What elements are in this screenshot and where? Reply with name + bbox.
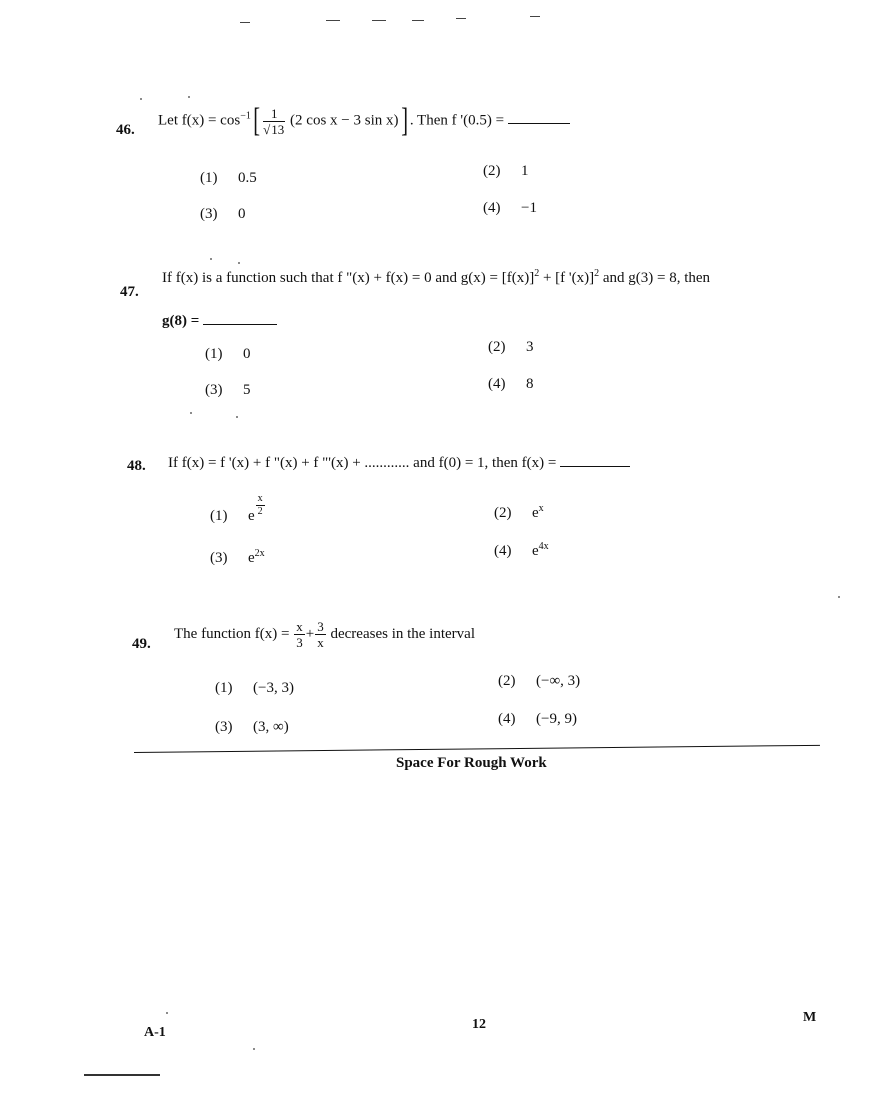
answer-blank: [203, 310, 277, 325]
fraction: [315, 620, 326, 649]
option-4[interactable]: [488, 376, 534, 393]
scan-mark: [530, 16, 540, 17]
scan-mark: [326, 20, 340, 21]
fraction-numerator: 3: [317, 619, 324, 634]
answer-blank: [508, 109, 570, 124]
option-3[interactable]: [200, 206, 246, 223]
question-number: 47.: [120, 284, 139, 300]
exponent: 2: [594, 268, 600, 279]
option-2[interactable]: [488, 339, 534, 356]
question-number: 49.: [132, 636, 151, 652]
answer-blank: [560, 452, 630, 467]
option-number: (2): [494, 505, 512, 521]
scan-speck: [166, 1012, 168, 1014]
question-text-line-1: [162, 268, 710, 287]
option-value: (−3, 3): [253, 680, 294, 696]
fraction-denominator: 3: [296, 635, 303, 650]
question-text-line-2: [162, 310, 277, 330]
question-text-part: decreases in the interval: [330, 625, 475, 642]
question-lead: Let f(x) = cos: [158, 112, 241, 129]
option-value: 0: [238, 206, 246, 222]
option-base: e: [532, 543, 539, 559]
rough-work-divider: [134, 745, 820, 753]
footer-code: A-1: [144, 1025, 166, 1040]
page-number: 12: [472, 1017, 486, 1032]
option-value: 5: [243, 382, 251, 398]
rough-work-label: Space For Rough Work: [396, 755, 547, 771]
option-exponent: x: [538, 503, 544, 514]
option-value: 8: [526, 376, 534, 392]
option-1[interactable]: [200, 170, 257, 187]
bottom-scan-line: [84, 1074, 160, 1076]
question-number: 48.: [127, 458, 146, 474]
option-number: (1): [205, 346, 223, 362]
inverse-exponent: −1: [240, 110, 251, 122]
scan-speck: [140, 98, 142, 100]
option-1[interactable]: [215, 680, 294, 697]
option-value: (−9, 9): [536, 711, 577, 727]
option-2[interactable]: [498, 673, 580, 690]
option-2[interactable]: [483, 163, 529, 180]
option-number: (2): [488, 339, 506, 355]
scan-speck: [838, 596, 840, 598]
fraction-numerator: x: [296, 619, 303, 634]
question-text-part: and g(3) = 8, then: [599, 270, 711, 286]
option-3[interactable]: [210, 548, 265, 567]
scan-speck: [236, 416, 238, 418]
option-1[interactable]: [205, 346, 251, 363]
option-4[interactable]: [483, 200, 537, 217]
option-number: (3): [215, 719, 233, 735]
plus-sign: +: [305, 625, 315, 642]
question-tail: . Then f '(0.5) =: [409, 112, 505, 129]
option-4[interactable]: [494, 541, 549, 560]
exponent: 2: [534, 268, 540, 279]
option-3[interactable]: [205, 382, 251, 399]
bracket-left: [: [253, 102, 260, 139]
fraction-denominator: x: [317, 635, 324, 650]
option-number: (2): [483, 163, 501, 179]
bracket-right: ]: [400, 102, 408, 139]
option-number: (3): [210, 550, 228, 566]
option-value: (3, ∞): [253, 719, 289, 735]
series-letter: M: [803, 1010, 817, 1025]
question-text-part: g(8) =: [162, 313, 200, 329]
question-text-part: If f(x) is a function such that f "(x) + f(x) = 0 and g(x) = [f(x)]: [162, 270, 535, 286]
question-inner: (2 cos x − 3 sin x): [290, 112, 399, 129]
option-value: (−∞, 3): [536, 673, 581, 689]
fraction: [294, 620, 305, 649]
option-base: e: [248, 550, 255, 566]
question-number: 46.: [116, 122, 135, 138]
option-value: 1: [521, 163, 529, 179]
scan-mark: [372, 20, 386, 21]
scan-speck: [190, 412, 192, 414]
option-3[interactable]: [215, 719, 289, 736]
scan-speck: [210, 258, 212, 260]
option-base: e: [248, 508, 255, 524]
option-value: −1: [521, 200, 537, 216]
question-text-part: + [f '(x)]: [539, 270, 595, 286]
scan-mark: [240, 22, 250, 23]
option-number: (4): [488, 376, 506, 392]
question-text-part: The function f(x) =: [174, 625, 290, 642]
option-value: 3: [526, 339, 534, 355]
question-text-part: If f(x) = f '(x) + f "(x) + f "'(x) + ............ and f(0) = 1, then f(x) =: [168, 455, 557, 471]
option-number: (1): [215, 680, 233, 696]
option-exponent: 2x: [254, 548, 265, 559]
option-1[interactable]: [210, 494, 266, 525]
option-base: e: [532, 505, 539, 521]
exponent-fraction: [256, 494, 265, 517]
fraction-numerator: 1: [263, 107, 285, 122]
fraction-denominator: 2: [257, 506, 263, 517]
fraction-denominator: √13: [263, 121, 285, 137]
question-text: [168, 452, 630, 472]
option-number: (1): [200, 170, 218, 186]
option-number: (1): [210, 508, 228, 524]
option-number: (3): [205, 382, 223, 398]
option-number: (4): [494, 543, 512, 559]
scan-speck: [238, 262, 240, 264]
option-number: (4): [483, 200, 501, 216]
sqrt-radicand: 13: [271, 121, 285, 137]
option-number: (2): [498, 673, 516, 689]
fraction: [263, 107, 285, 136]
fraction-numerator: x: [257, 493, 263, 504]
option-4[interactable]: [498, 711, 577, 728]
option-value: 0: [243, 346, 251, 362]
option-number: (3): [200, 206, 218, 222]
option-number: (4): [498, 711, 516, 727]
scan-speck: [253, 1048, 255, 1050]
question-text: [174, 620, 475, 649]
question-text: [158, 104, 570, 138]
scan-mark: [456, 18, 466, 19]
option-value: 0.5: [238, 170, 257, 186]
option-exponent: 4x: [538, 541, 549, 552]
scan-speck: [188, 96, 190, 98]
option-2[interactable]: [494, 503, 544, 522]
scan-mark: [412, 20, 424, 21]
